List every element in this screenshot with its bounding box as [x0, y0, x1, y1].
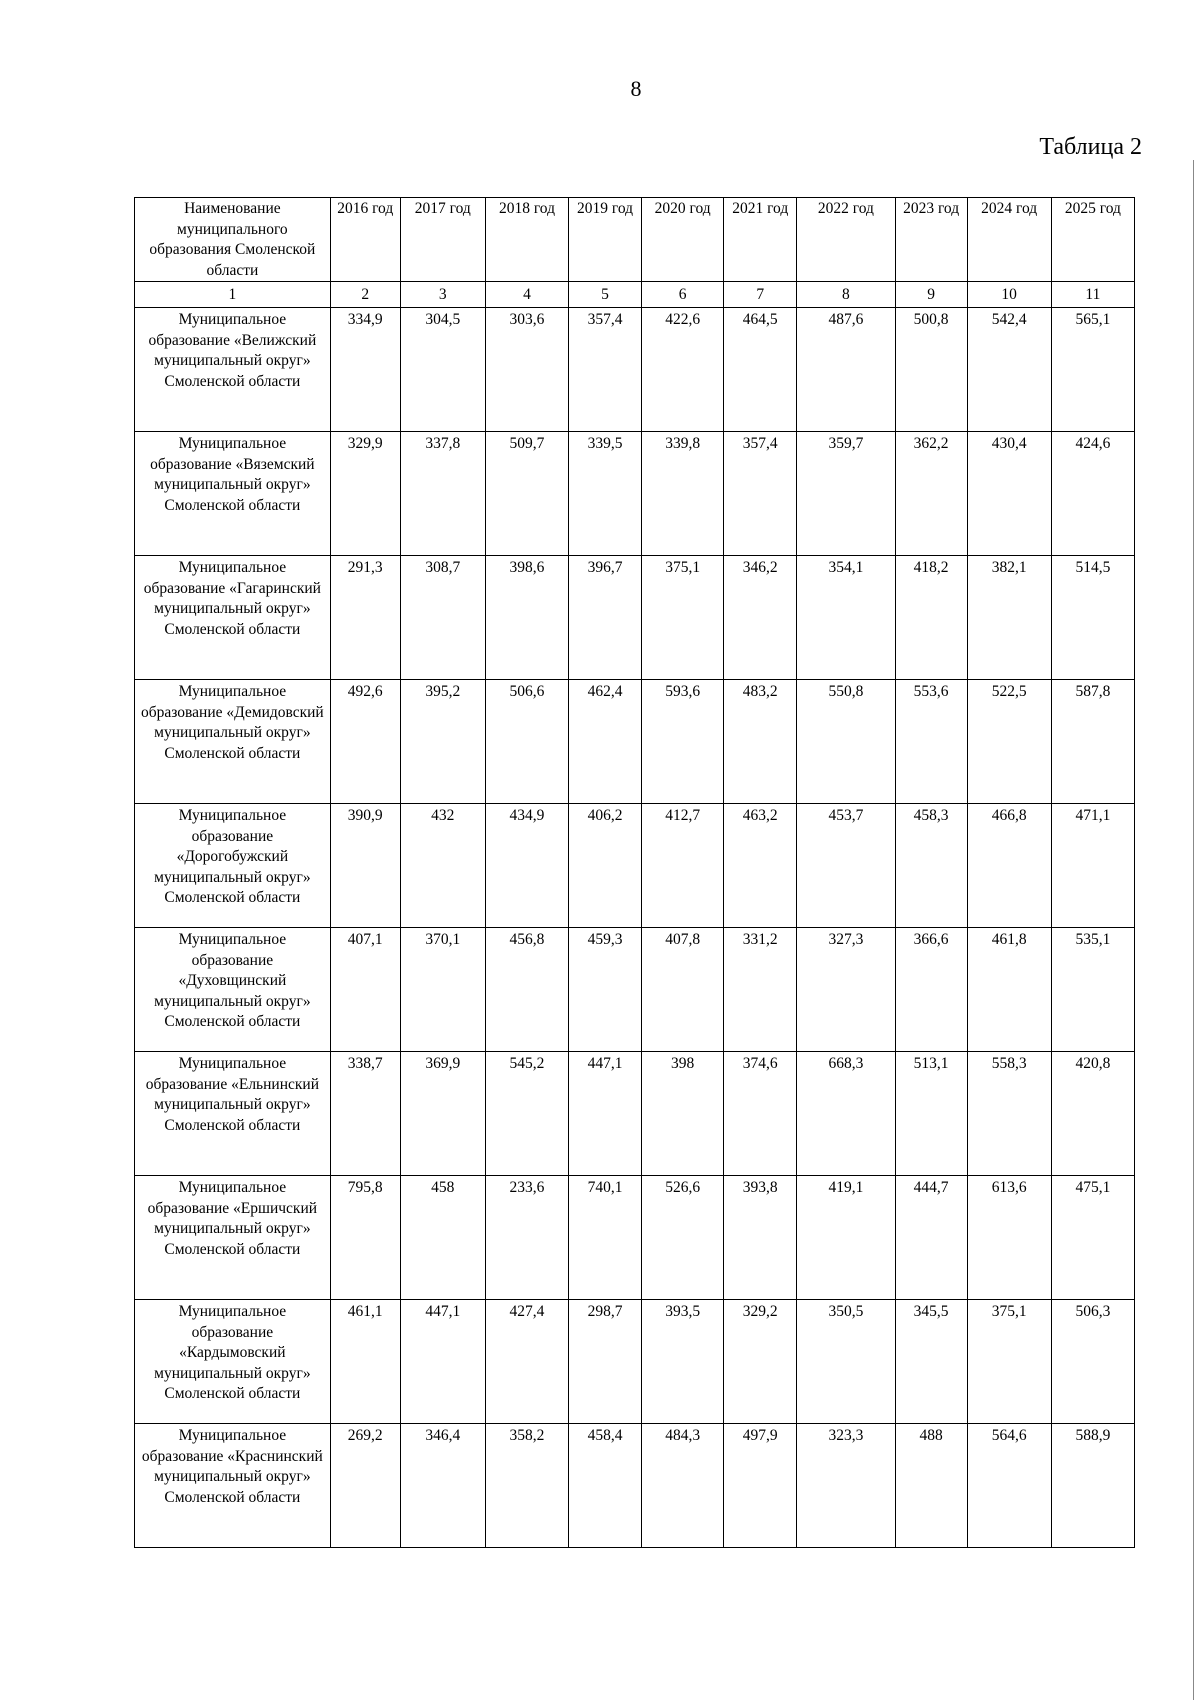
value-cell: 461,8 [967, 928, 1051, 1052]
value-cell: 329,9 [330, 432, 400, 556]
value-cell: 565,1 [1051, 308, 1134, 432]
data-table [134, 197, 1135, 1548]
value-cell: 331,2 [724, 928, 797, 1052]
value-cell: 500,8 [895, 308, 967, 432]
value-cell: 453,7 [797, 804, 895, 928]
municipality-name: Муниципальное образование «Кардымовский муниципальный округ» Смоленской области [135, 1300, 331, 1424]
table-row [135, 1300, 1135, 1424]
table-row [135, 928, 1135, 1052]
value-cell: 492,6 [330, 680, 400, 804]
value-cell: 303,6 [485, 308, 568, 432]
header-year-2017: 2017 год [400, 198, 485, 282]
value-cell: 422,6 [642, 308, 724, 432]
value-cell: 458,4 [569, 1424, 642, 1548]
value-cell: 553,6 [895, 680, 967, 804]
value-cell: 464,5 [724, 308, 797, 432]
value-cell: 484,3 [642, 1424, 724, 1548]
value-cell: 418,2 [895, 556, 967, 680]
value-cell: 337,8 [400, 432, 485, 556]
value-cell: 526,6 [642, 1176, 724, 1300]
value-cell: 358,2 [485, 1424, 568, 1548]
header-row [135, 198, 1135, 282]
value-cell: 427,4 [485, 1300, 568, 1424]
municipality-name: Муниципальное образование «Духовщинский муниципальный округ» Смоленской области [135, 928, 331, 1052]
value-cell: 488 [895, 1424, 967, 1548]
header-year-2023: 2023 год [895, 198, 967, 282]
value-cell: 550,8 [797, 680, 895, 804]
municipality-name: Муниципальное образование «Велижский муниципальный округ» Смоленской области [135, 308, 331, 432]
header-year-2020: 2020 год [642, 198, 724, 282]
column-number: 1 [135, 282, 331, 308]
column-number: 10 [967, 282, 1051, 308]
table-row [135, 556, 1135, 680]
value-cell: 461,1 [330, 1300, 400, 1424]
value-cell: 542,4 [967, 308, 1051, 432]
value-cell: 390,9 [330, 804, 400, 928]
column-number: 3 [400, 282, 485, 308]
value-cell: 370,1 [400, 928, 485, 1052]
value-cell: 375,1 [967, 1300, 1051, 1424]
header-name-column: Наименование муниципального образования Смоленской области [135, 198, 331, 282]
table-row [135, 680, 1135, 804]
value-cell: 564,6 [967, 1424, 1051, 1548]
header-year-2025: 2025 год [1051, 198, 1134, 282]
value-cell: 535,1 [1051, 928, 1134, 1052]
table-row [135, 804, 1135, 928]
value-cell: 345,5 [895, 1300, 967, 1424]
table-row [135, 432, 1135, 556]
value-cell: 327,3 [797, 928, 895, 1052]
value-cell: 545,2 [485, 1052, 568, 1176]
value-cell: 359,7 [797, 432, 895, 556]
value-cell: 587,8 [1051, 680, 1134, 804]
header-year-2022: 2022 год [797, 198, 895, 282]
value-cell: 740,1 [569, 1176, 642, 1300]
value-cell: 506,6 [485, 680, 568, 804]
value-cell: 375,1 [642, 556, 724, 680]
value-cell: 346,4 [400, 1424, 485, 1548]
value-cell: 329,2 [724, 1300, 797, 1424]
header-year-2021: 2021 год [724, 198, 797, 282]
column-number: 4 [485, 282, 568, 308]
value-cell: 459,3 [569, 928, 642, 1052]
value-cell: 447,1 [400, 1300, 485, 1424]
value-cell: 407,8 [642, 928, 724, 1052]
header-year-2016: 2016 год [330, 198, 400, 282]
value-cell: 357,4 [724, 432, 797, 556]
value-cell: 398 [642, 1052, 724, 1176]
value-cell: 430,4 [967, 432, 1051, 556]
value-cell: 350,5 [797, 1300, 895, 1424]
value-cell: 471,1 [1051, 804, 1134, 928]
value-cell: 466,8 [967, 804, 1051, 928]
header-year-2018: 2018 год [485, 198, 568, 282]
value-cell: 447,1 [569, 1052, 642, 1176]
value-cell: 432 [400, 804, 485, 928]
value-cell: 475,1 [1051, 1176, 1134, 1300]
page-edge-line [1193, 160, 1194, 1700]
value-cell: 382,1 [967, 556, 1051, 680]
value-cell: 462,4 [569, 680, 642, 804]
value-cell: 522,5 [967, 680, 1051, 804]
value-cell: 308,7 [400, 556, 485, 680]
column-number: 6 [642, 282, 724, 308]
header-year-2019: 2019 год [569, 198, 642, 282]
value-cell: 346,2 [724, 556, 797, 680]
value-cell: 509,7 [485, 432, 568, 556]
value-cell: 304,5 [400, 308, 485, 432]
column-number: 11 [1051, 282, 1134, 308]
header-year-2024: 2024 год [967, 198, 1051, 282]
value-cell: 593,6 [642, 680, 724, 804]
value-cell: 483,2 [724, 680, 797, 804]
value-cell: 269,2 [330, 1424, 400, 1548]
column-number: 5 [569, 282, 642, 308]
value-cell: 339,8 [642, 432, 724, 556]
municipality-name: Муниципальное образование «Краснинский муниципальный округ» Смоленской области [135, 1424, 331, 1548]
value-cell: 323,3 [797, 1424, 895, 1548]
table-caption: Таблица 2 [1039, 134, 1142, 160]
value-cell: 487,6 [797, 308, 895, 432]
value-cell: 398,6 [485, 556, 568, 680]
value-cell: 424,6 [1051, 432, 1134, 556]
value-cell: 506,3 [1051, 1300, 1134, 1424]
value-cell: 463,2 [724, 804, 797, 928]
table-row [135, 1052, 1135, 1176]
value-cell: 513,1 [895, 1052, 967, 1176]
value-cell: 668,3 [797, 1052, 895, 1176]
value-cell: 233,6 [485, 1176, 568, 1300]
value-cell: 420,8 [1051, 1052, 1134, 1176]
value-cell: 406,2 [569, 804, 642, 928]
value-cell: 395,2 [400, 680, 485, 804]
value-cell: 334,9 [330, 308, 400, 432]
column-number: 9 [895, 282, 967, 308]
value-cell: 393,8 [724, 1176, 797, 1300]
value-cell: 588,9 [1051, 1424, 1134, 1548]
value-cell: 339,5 [569, 432, 642, 556]
value-cell: 444,7 [895, 1176, 967, 1300]
value-cell: 497,9 [724, 1424, 797, 1548]
value-cell: 613,6 [967, 1176, 1051, 1300]
page-number: 8 [630, 76, 642, 101]
value-cell: 369,9 [400, 1052, 485, 1176]
value-cell: 354,1 [797, 556, 895, 680]
municipality-name: Муниципальное образование «Гагаринский муниципальный округ» Смоленской области [135, 556, 331, 680]
value-cell: 795,8 [330, 1176, 400, 1300]
value-cell: 396,7 [569, 556, 642, 680]
value-cell: 456,8 [485, 928, 568, 1052]
table-row [135, 308, 1135, 432]
value-cell: 458,3 [895, 804, 967, 928]
value-cell: 362,2 [895, 432, 967, 556]
municipality-name: Муниципальное образование «Вяземский муниципальный округ» Смоленской области [135, 432, 331, 556]
value-cell: 338,7 [330, 1052, 400, 1176]
column-number: 2 [330, 282, 400, 308]
table-row [135, 1424, 1135, 1548]
value-cell: 407,1 [330, 928, 400, 1052]
value-cell: 458 [400, 1176, 485, 1300]
value-cell: 393,5 [642, 1300, 724, 1424]
value-cell: 434,9 [485, 804, 568, 928]
value-cell: 298,7 [569, 1300, 642, 1424]
value-cell: 558,3 [967, 1052, 1051, 1176]
column-number: 8 [797, 282, 895, 308]
column-number: 7 [724, 282, 797, 308]
municipality-name: Муниципальное образование «Дорогобужский муниципальный округ» Смоленской области [135, 804, 331, 928]
municipality-name: Муниципальное образование «Ершичский муниципальный округ» Смоленской области [135, 1176, 331, 1300]
table-row [135, 1176, 1135, 1300]
column-number-row [135, 282, 1135, 308]
value-cell: 514,5 [1051, 556, 1134, 680]
value-cell: 357,4 [569, 308, 642, 432]
value-cell: 366,6 [895, 928, 967, 1052]
value-cell: 374,6 [724, 1052, 797, 1176]
value-cell: 412,7 [642, 804, 724, 928]
value-cell: 291,3 [330, 556, 400, 680]
municipality-name: Муниципальное образование «Демидовский муниципальный округ» Смоленской области [135, 680, 331, 804]
value-cell: 419,1 [797, 1176, 895, 1300]
municipality-name: Муниципальное образование «Ельнинский муниципальный округ» Смоленской области [135, 1052, 331, 1176]
